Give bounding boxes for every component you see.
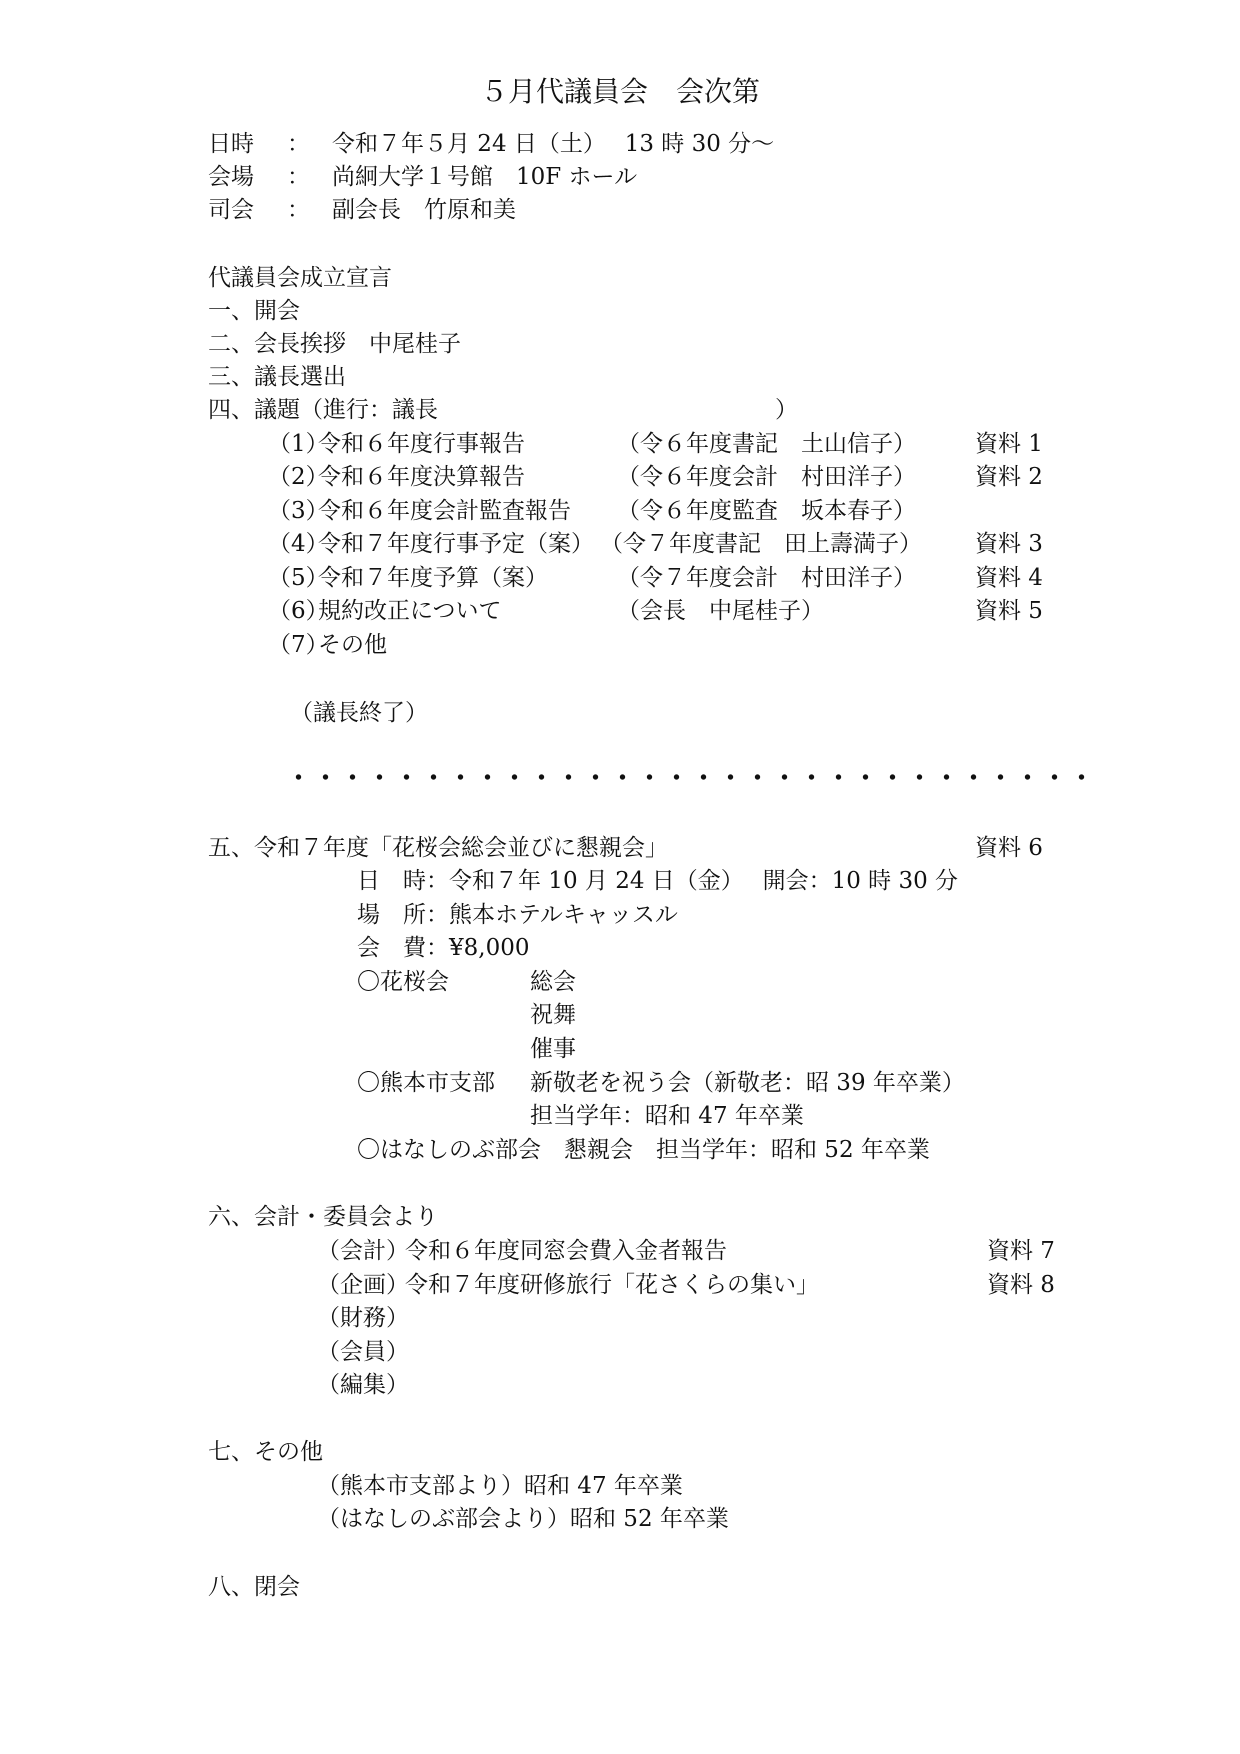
agenda-title: 令和７年度行事予定（案） [318, 531, 594, 557]
agenda-presenter: （令７年度書記 田上壽満子） [600, 531, 922, 557]
committee-text: 令和６年度同窓会費入金者報告 [405, 1238, 727, 1264]
agenda-num: （2） [268, 464, 329, 490]
agenda-num: （1） [268, 431, 329, 457]
header-date-label: 日時 [208, 131, 254, 157]
group-name: 〇はなしのぶ部会 懇親会 担当学年：昭和 52 年卒業 [357, 1137, 930, 1163]
group-line: 催事 [530, 1036, 576, 1062]
agenda-title: 令和６年度行事報告 [318, 431, 525, 457]
header-mc-label: 司会 [208, 197, 254, 223]
agenda-title: その他 [318, 632, 387, 658]
group-name: 〇花桜会 [357, 969, 449, 995]
agenda-title: 令和７年度予算（案） [318, 565, 548, 591]
committee-label: （会計） [317, 1238, 409, 1264]
agenda-presenter: （令７年度会計 村田洋子） [617, 565, 916, 591]
section6-heading: 六、会計・委員会より [208, 1204, 438, 1230]
agenda-num: （3） [268, 498, 329, 524]
event-detail-label: 場 所： [357, 902, 449, 928]
header-mc-value: 副会長 竹原和美 [332, 197, 516, 223]
other-row: （熊本市支部より）昭和 47 年卒業 [317, 1473, 683, 1499]
committee-ref: 資料 7 [987, 1238, 1055, 1264]
agenda-title: 令和６年度決算報告 [318, 464, 525, 490]
committee-text: 令和７年度研修旅行「花さくらの集い」 [405, 1272, 819, 1298]
event-detail-label: 会 費： [357, 935, 449, 961]
committee-label: （企画） [317, 1272, 409, 1298]
agenda-ref: 資料 2 [975, 464, 1043, 490]
agenda-presenter: （会長 中尾桂子） [617, 598, 824, 624]
section5-ref: 資料 6 [975, 835, 1043, 861]
agenda-ref: 資料 1 [975, 431, 1043, 457]
item-chair-election: 三、議長選出 [208, 364, 346, 390]
agenda-num: （7） [268, 632, 329, 658]
agenda-presenter: （令６年度会計 村田洋子） [617, 464, 916, 490]
item-agenda-heading: 四、議題（進行：議長 [208, 397, 438, 423]
opening-declaration: 代議員会成立宣言 [208, 265, 392, 291]
event-detail-value: 令和７年 10 月 24 日（金） 開会：10 時 30 分 [449, 868, 959, 894]
event-detail-value: 熊本ホテルキャッスル [449, 902, 678, 928]
item-agenda-heading-close: ） [775, 397, 798, 423]
section5-heading: 五、令和７年度「花桜会総会並びに懇親会」 [208, 835, 668, 861]
event-detail-value: ¥8,000 [449, 935, 530, 961]
group-line: 祝舞 [530, 1002, 576, 1028]
other-row: （はなしのぶ部会より）昭和 52 年卒業 [317, 1506, 729, 1532]
header-venue-sep: ： [287, 164, 310, 190]
header-venue-value: 尚絅大学１号館 10F ホール [332, 164, 638, 190]
agenda-title: 規約改正について [318, 598, 502, 624]
agenda-ref: 資料 3 [975, 531, 1043, 557]
agenda-ref: 資料 5 [975, 598, 1043, 624]
document-title: ５月代議員会 会次第 [479, 75, 760, 108]
header-date-value: 令和７年５月 24 日（土） 13 時 30 分～ [332, 131, 775, 157]
group-line: 総会 [530, 969, 576, 995]
agenda-num: （6） [268, 598, 329, 624]
header-date-sep: ： [287, 131, 310, 157]
event-detail-label: 日 時： [357, 868, 449, 894]
agenda-title: 令和６年度会計監査報告 [318, 498, 571, 524]
group-name: 〇熊本市支部 [357, 1070, 495, 1096]
item-greeting: 二、会長挨拶 中尾桂子 [208, 331, 461, 357]
section7-heading: 七、その他 [208, 1439, 323, 1465]
agenda-presenter: （令６年度書記 土山信子） [617, 431, 916, 457]
agenda-num: （4） [268, 531, 329, 557]
chair-end: （議長終了） [290, 700, 428, 726]
section8-closing: 八、閉会 [208, 1574, 300, 1600]
header-venue-label: 会場 [208, 164, 254, 190]
item-opening: 一、開会 [208, 298, 300, 324]
agenda-num: （5） [268, 565, 329, 591]
committee-label: （会員） [317, 1339, 409, 1365]
header-mc-sep: ： [287, 197, 310, 223]
committee-label: （財務） [317, 1305, 409, 1331]
group-line: 新敬老を祝う会（新敬老：昭 39 年卒業） [530, 1070, 965, 1096]
dotted-separator [285, 772, 1095, 782]
agenda-ref: 資料 4 [975, 565, 1043, 591]
committee-ref: 資料 8 [987, 1272, 1055, 1298]
group-line: 担当学年：昭和 47 年卒業 [530, 1103, 804, 1129]
committee-label: （編集） [317, 1372, 409, 1398]
agenda-presenter: （令６年度監査 坂本春子） [617, 498, 916, 524]
